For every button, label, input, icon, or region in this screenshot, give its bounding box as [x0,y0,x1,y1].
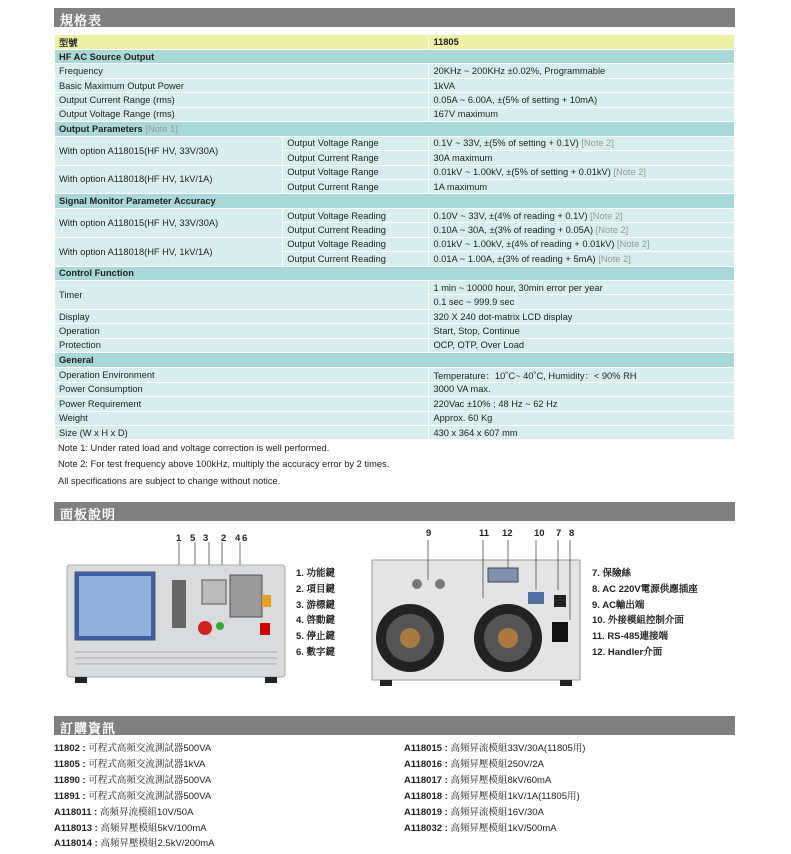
table-group-row [55,50,735,64]
front-panel-image [65,540,290,685]
order-code: 11891 : [54,790,89,802]
table-row [55,107,735,121]
table-row [55,64,735,78]
order-code: A118015 : [404,743,451,754]
note-ref: [Note 1] [145,123,178,134]
order-desc: 高頻昇壓模組5kV/100mA [100,822,207,834]
order-item [404,805,585,821]
value-text: 1A maximum [433,181,488,192]
row-value [429,281,735,295]
panel-label: 7. 保險絲 [592,568,632,579]
order-desc: 高頻昇流模組10V/50A [99,806,194,818]
order-desc: 高頻昇壓模組2.5kV/200mA [100,838,215,850]
callout-number: 4 [235,533,241,544]
value-text: OCP, OTP, Over Load [433,340,525,351]
order-code: 11805 : [54,758,89,770]
table-group-row [55,194,735,208]
row-label: Operation Environment [55,367,429,382]
order-code: 11890 : [54,774,89,786]
order-item [54,773,215,789]
value-text: 320 X 240 dot-matrix LCD display [433,311,573,322]
order-desc: 可程式高頻交流測試器500VA [88,774,212,786]
row-label: With option A118015(HF HV, 33V/30A) [55,208,283,237]
row-value [429,136,735,150]
row-value [429,382,735,396]
group-title-text: Control Function [59,268,134,279]
group-title [55,50,735,64]
callout-number: 3 [203,533,209,544]
table-row [55,237,735,251]
order-code: A118013 : [54,822,101,834]
panel-label: 10. 外接模組控制介面 [592,615,684,627]
panel-label: 4. 啓動鍵 [296,615,336,627]
row-label: Timer [55,281,429,310]
order-item [54,805,215,821]
table-row [55,309,735,323]
panel-label: 1. 功能鍵 [296,568,336,579]
value-text: 0.01kV ~ 1.00kV, ±(5% of setting + 0.01kV) [433,167,611,178]
row-value [429,93,735,107]
row-value [429,107,735,121]
order-code: A118016 : [404,758,451,770]
value-text: Start, Stop, Continue [433,326,520,337]
row-label: Operation [55,324,429,338]
row-label: With option A118018(HF HV, 1kV/1A) [55,165,283,194]
row-value [429,223,735,237]
group-title-text: Output Parameters [59,123,143,134]
spec-table [54,34,735,440]
table-row [55,208,735,222]
row-value [429,64,735,78]
value-text: 0.01A ~ 1.00A, ±(3% of reading + 5mA) [433,253,596,264]
panel-label: 9. AC輸出端 [592,599,645,611]
row-value [429,324,735,338]
table-row [55,397,735,411]
row-value [429,425,735,439]
row-label: With option A118015(HF HV, 33V/30A) [55,136,283,165]
row-value [429,252,735,266]
order-code: A118018 : [404,790,451,802]
order-item [54,789,215,805]
table-row [55,324,735,338]
order-desc: 高頻昇壓模組8kV/60mA [450,774,552,786]
table-row [55,425,735,439]
row-sublabel: Output Current Reading [283,223,429,237]
group-title [55,194,735,208]
callout-number: 10 [534,528,545,539]
panel-label: 12. Handler介面 [592,646,663,658]
panel-label: 11. RS-485連接端 [592,631,669,643]
order-code: A118014 : [54,838,101,850]
order-desc: 可程式高頻交流測試器1kVA [88,758,206,770]
row-label: Protection [55,338,429,352]
table-group-row [55,353,735,367]
table-row [55,338,735,352]
panel-section-header: 面板說明 [54,502,735,521]
value-text: 1 min ~ 10000 hour, 30min error per year [433,282,603,293]
order-item [404,789,585,805]
order-desc: 可程式高頻交流測試器500VA [88,743,212,754]
table-row [55,281,735,295]
order-list-right [404,741,585,836]
row-label: Power Requirement [55,397,429,411]
order-code: A118032 : [404,822,451,834]
row-label: With option A118018(HF HV, 1kV/1A) [55,237,283,266]
row-label: Output Current Range (rms) [55,93,429,107]
note-2: Note 2: For test frequency above 100kHz, multiply the accuracy error by 2 times. [58,459,390,470]
callout-number: 1 [176,533,182,544]
value-text: 0.01kV ~ 1.00kV, ±(4% of reading + 0.01kV) [433,239,615,250]
rear-labels [592,566,698,661]
value-text: 20KHz ~ 200KHz ±0.02%, Programmable [433,66,606,77]
row-sublabel: Output Voltage Reading [283,237,429,251]
table-row [55,165,735,179]
table-group-row [55,266,735,280]
order-item [404,821,585,837]
table-row [55,136,735,150]
order-code: A118011 : [54,806,100,818]
callout-number: 9 [426,528,432,539]
value-text: 0.10A ~ 30A, ±(3% of reading + 0.05A) [433,224,594,235]
callout-number: 8 [569,528,575,539]
row-sublabel: Output Voltage Range [283,165,429,179]
row-value [429,78,735,92]
row-value [429,208,735,222]
order-code: A118019 : [404,806,451,818]
table-row [55,78,735,92]
note-ref: [Note 2] [590,210,623,221]
panel-label: 6. 數字鍵 [296,646,336,658]
panel-label: 8. AC 220V電源供應插座 [592,583,698,595]
header-model-value: 11805 [429,35,735,50]
front-labels [296,566,335,661]
order-code: A118017 : [404,774,451,786]
table-row [55,93,735,107]
header-model-label: 型號 [55,35,429,50]
row-label: Weight [55,411,429,425]
group-title [55,353,735,367]
value-text: 167V maximum [433,109,499,120]
order-item [54,757,215,773]
panel-label: 3. 游標鍵 [296,599,336,611]
row-label: Frequency [55,64,429,78]
note-ref: [Note 2] [613,167,646,178]
row-value [429,367,735,382]
row-value [429,151,735,165]
group-title-text: HF AC Source Output [59,51,155,62]
spec-notes [58,440,389,489]
row-label: Display [55,309,429,323]
order-item [404,741,585,757]
value-text: 1kVA [433,80,455,91]
value-text: 220Vac ±10% ; 48 Hz ~ 62 Hz [433,398,558,409]
value-text: Temperature：10˚C~ 40˚C, Humidity：< 90% RH [433,370,637,381]
value-text: 0.1 sec ~ 999.9 sec [433,297,515,308]
order-desc: 高頻昇壓模組1kV/500mA [450,822,557,834]
callout-number: 2 [221,533,227,544]
row-label: Size (W x H x D) [55,425,429,439]
table-header-row [55,35,735,50]
panel-label: 2. 項目鍵 [296,583,336,595]
group-title [55,266,735,280]
group-title [55,122,735,136]
row-sublabel: Output Current Reading [283,252,429,266]
order-item [54,821,215,837]
row-sublabel: Output Current Range [283,179,429,193]
group-title-text: Signal Monitor Parameter Accuracy [59,196,216,207]
table-row [55,411,735,425]
note-ref: [Note 2] [595,224,629,235]
order-section-header: 訂購資訊 [54,716,735,735]
note-1: Note 1: Under rated load and voltage correction is well performed. [58,443,330,453]
panel-label: 5. 停止鍵 [296,631,336,643]
value-text: 0.1V ~ 33V, ±(5% of setting + 0.1V) [433,138,579,149]
table-group-row [55,122,735,136]
value-text: 0.10V ~ 33V, ±(4% of reading + 0.1V) [433,210,588,221]
order-item [404,773,585,789]
row-value [429,338,735,352]
order-desc: 高頻昇壓模組250V/2A [450,758,544,770]
order-desc: 高頻昇壓模組1kV/1A(11805用) [450,790,580,802]
table-row [55,367,735,382]
callout-number: 7 [556,528,562,539]
note-3: All specifications are subject to change without notice. [58,475,281,486]
group-title-text: General [59,354,94,365]
spec-section-header: 規格表 [54,8,735,27]
table-row [55,382,735,396]
row-label: Power Consumption [55,382,429,396]
row-value [429,237,735,251]
order-desc: 可程式高頻交流測試器500VA [88,790,212,802]
rear-panel-image [368,540,583,688]
callout-number: 11 [479,528,490,539]
value-text: Approx. 60 Kg [433,413,493,424]
value-text: 30A maximum [433,152,493,163]
value-text: 0.05A ~ 6.00A, ±(5% of setting + 10mA) [433,95,598,106]
callout-number: 5 [190,533,196,544]
order-desc: 高頻昇流模組16V/30A [450,806,544,818]
row-value [429,295,735,309]
row-sublabel: Output Voltage Reading [283,208,429,222]
row-label: Basic Maximum Output Power [55,78,429,92]
note-ref: [Note 2] [598,253,631,264]
row-value [429,309,735,323]
note-ref: [Note 2] [617,239,650,250]
row-value [429,179,735,193]
row-label: Output Voltage Range (rms) [55,107,429,121]
order-item [54,836,215,852]
note-ref: [Note 2] [581,138,614,149]
row-sublabel: Output Current Range [283,151,429,165]
row-sublabel: Output Voltage Range [283,136,429,150]
row-value [429,165,735,179]
order-item [54,741,215,757]
order-item [404,757,585,773]
callout-number: 6 [242,533,248,544]
row-value [429,397,735,411]
value-text: 430 x 364 x 607 mm [433,427,518,438]
order-desc: 高頻昇流模組33V/30A(11805用) [450,743,586,754]
callout-number: 12 [502,528,513,539]
order-code: 11802 : [54,743,89,754]
order-list-left [54,741,215,852]
value-text: 3000 VA max. [433,384,491,395]
row-value [429,411,735,425]
